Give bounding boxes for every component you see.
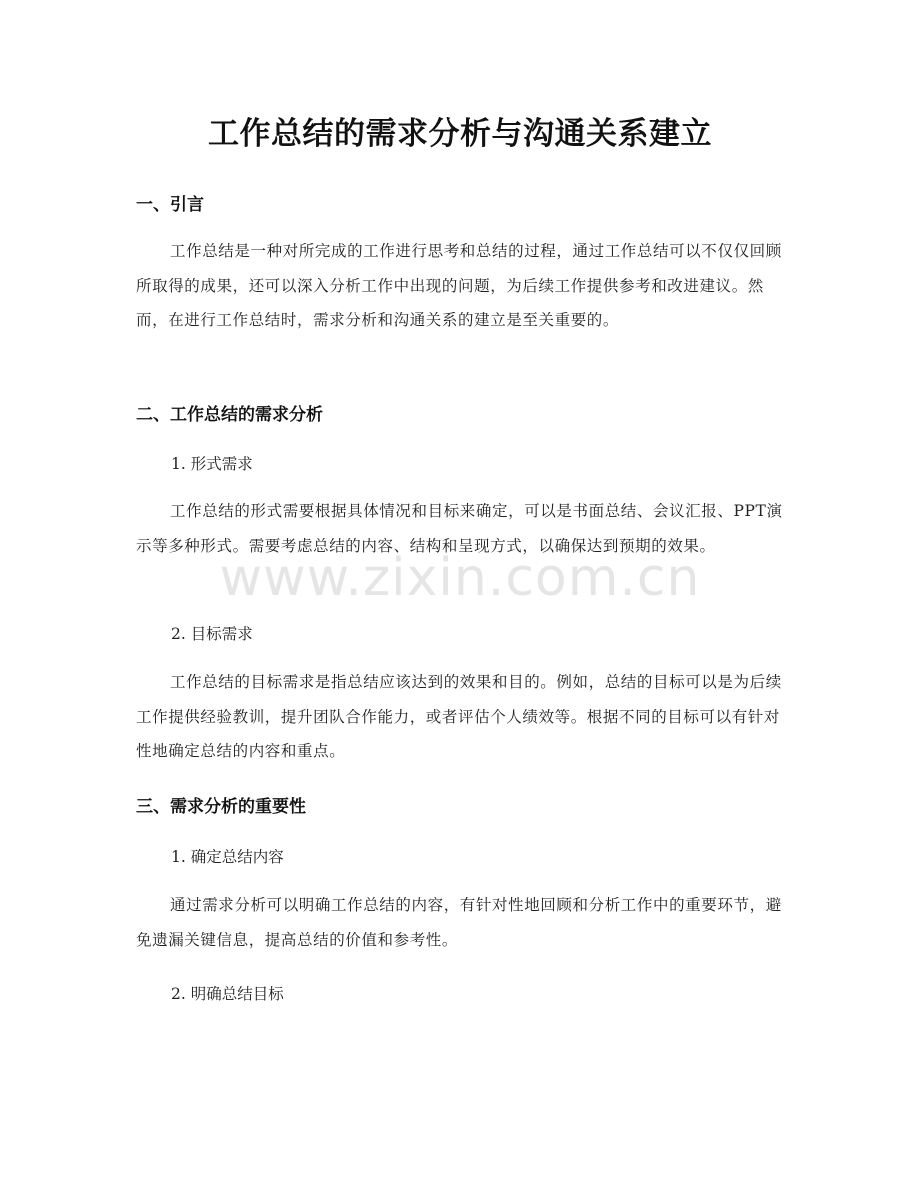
paragraph-text: 工作总结的形式需要根据具体情况和目标来确定，可以是书面总结、会议汇报、PPT演示等多种形式。需要考虑总结的内容、结构和呈现方式，以确保达到预期的效果。 xyxy=(136,502,783,555)
paragraph-text: 通过需求分析可以明确工作总结的内容，有针对性地回顾和分析工作中的重要环节，避免遗漏关键信息，提高总结的价值和参考性。 xyxy=(136,896,782,949)
paragraph-text: 工作总结的目标需求是指总结应该达到的效果和目的。例如，总结的目标可以是为后续工作提供经验教训，提升团队合作能力，或者评估个人绩效等。根据不同的目标可以有针对性地确定总结的内容和重点。 xyxy=(136,673,782,760)
subheading-form-needs: 1. 形式需求 xyxy=(171,455,253,473)
section-heading-importance: 三、需求分析的重要性 xyxy=(136,797,306,817)
section-heading-needs-analysis: 二、工作总结的需求分析 xyxy=(136,405,323,425)
section-paragraph-intro xyxy=(136,234,786,338)
paragraph-form-needs xyxy=(136,494,786,563)
paragraph-text: 工作总结是一种对所完成的工作进行思考和总结的过程，通过工作总结可以不仅仅回顾所取得的成果，还可以深入分析工作中出现的问题，为后续工作提供参考和改进建议。然而，在进行工作总结时，需求分析和沟通关系的建立是至关重要的。 xyxy=(136,242,782,329)
paragraph-goal-needs xyxy=(136,665,786,769)
watermark: www.zixin.com.cn xyxy=(219,548,701,608)
subheading-goal-needs: 2. 目标需求 xyxy=(171,625,253,643)
subheading-clarify-goal: 2. 明确总结目标 xyxy=(171,985,284,1003)
paragraph-determine-content xyxy=(136,888,786,957)
subheading-determine-content: 1. 确定总结内容 xyxy=(171,848,284,866)
section-heading-intro: 一、引言 xyxy=(136,195,204,215)
document-title: 工作总结的需求分析与沟通关系建立 xyxy=(208,116,712,152)
